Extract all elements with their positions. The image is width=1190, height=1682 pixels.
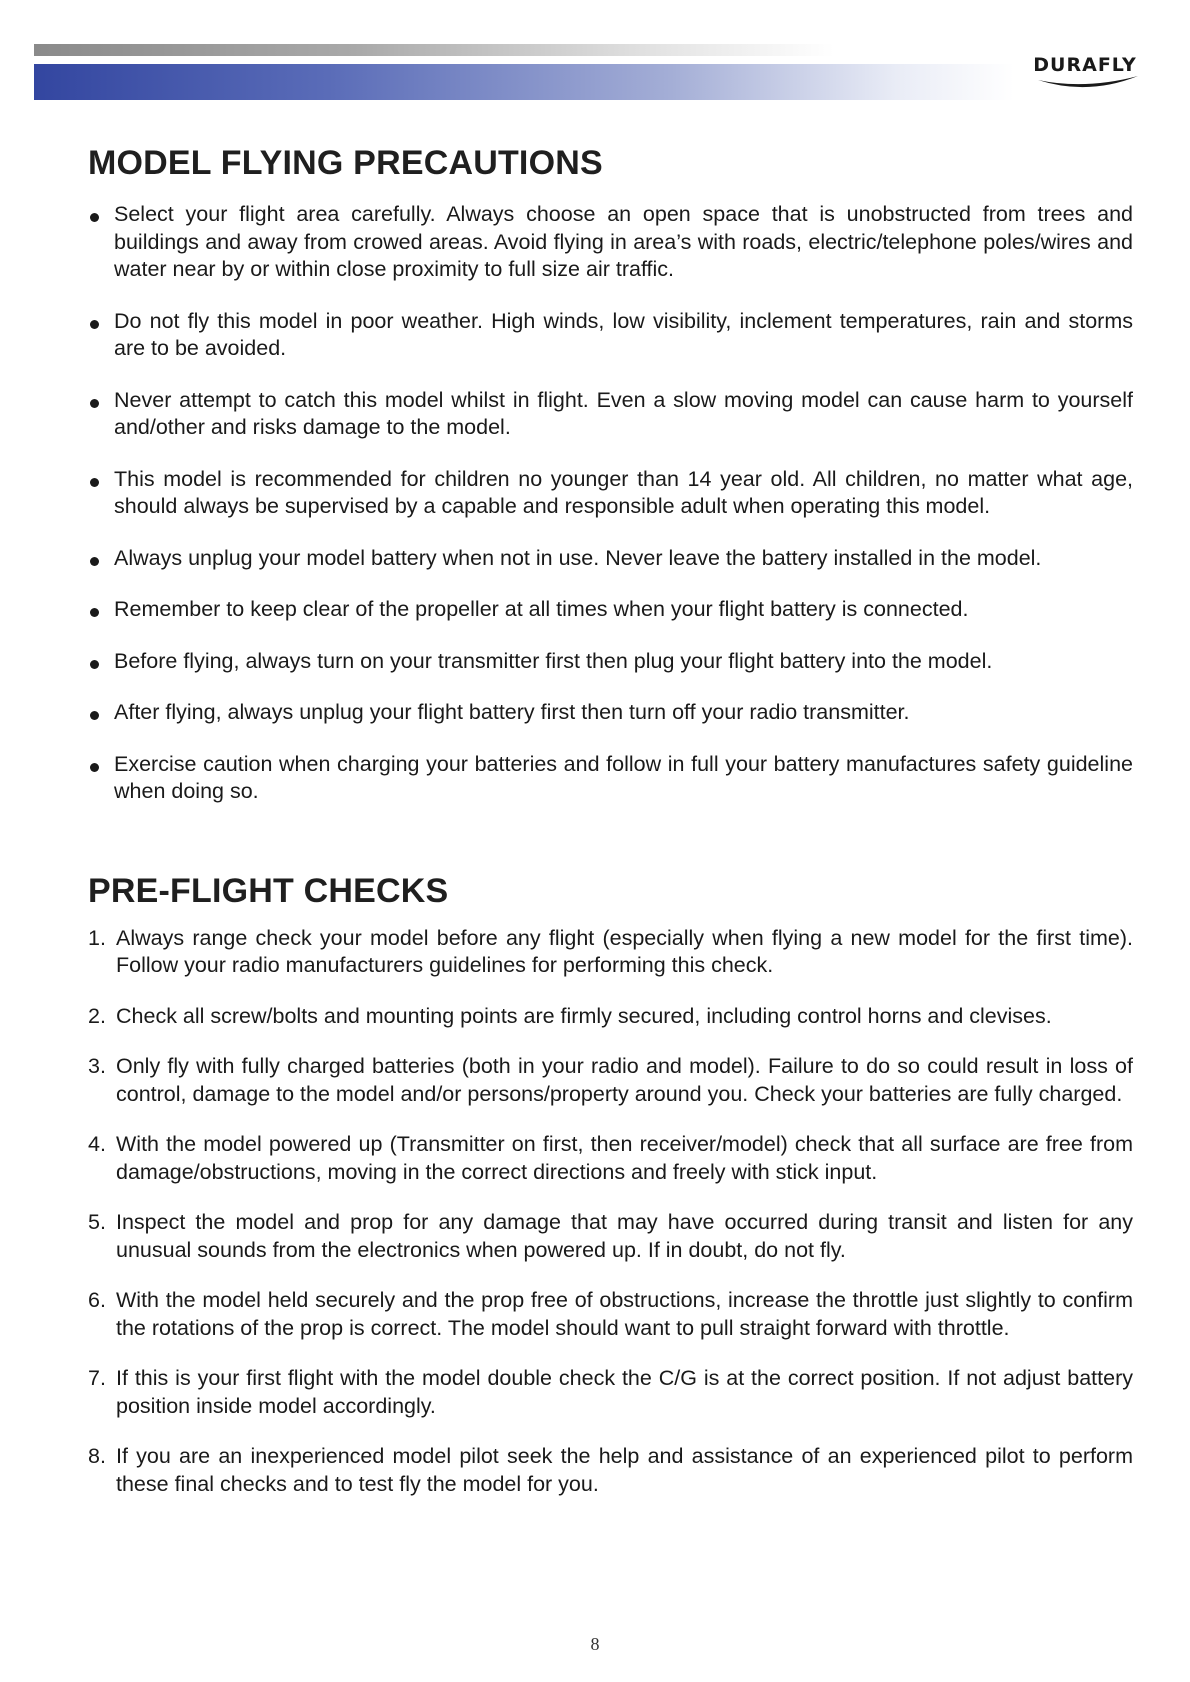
list-item-text: If you are an inexperienced model pilot seek the help and assistance of an experienced pilot to perform these final checks and to test fly the model for you. <box>116 1444 1133 1496</box>
bullet-icon <box>90 763 99 772</box>
logo-swoosh-icon <box>1010 50 1160 96</box>
list-item <box>88 1131 1133 1186</box>
list-item <box>88 1053 1133 1108</box>
list-item <box>88 596 1133 624</box>
list-item <box>88 925 1133 980</box>
list-item-text: This model is recommended for children no younger than 14 year old. All children, no matter what age, should always be supervised by a capable and responsible adult when operating this model. <box>114 466 1133 518</box>
list-item-text: With the model held securely and the prop free of obstructions, increase the throttle just slightly to confirm the rotations of the prop is correct. The model should want to pull straight forward with throttle. <box>116 1288 1133 1340</box>
list-item-text: Never attempt to catch this model whilst in flight. Even a slow moving model can cause harm to yourself and/other and risks damage to the model. <box>114 387 1133 439</box>
list-item-text: Only fly with fully charged batteries (both in your radio and model). Failure to do so could result in loss of control, damage to the model and/or persons/property around you. Check your batteries are fully charged. <box>116 1054 1133 1106</box>
list-item <box>88 308 1133 363</box>
item-number: 3. <box>88 1054 106 1078</box>
bullet-icon <box>90 478 99 487</box>
page-content <box>88 144 1133 1521</box>
list-item-text: Always unplug your model battery when not in use. Never leave the battery installed in the model. <box>114 545 1042 570</box>
durafly-logo <box>1010 50 1160 96</box>
header-decor-bar-top <box>34 44 834 56</box>
precautions-title: MODEL FLYING PRECAUTIONS <box>88 144 603 182</box>
list-item <box>88 466 1133 521</box>
bullet-icon <box>90 660 99 669</box>
item-number: 6. <box>88 1288 106 1312</box>
bullet-icon <box>90 608 99 617</box>
list-item <box>88 751 1133 806</box>
page-number: 8 <box>590 1634 600 1654</box>
preflight-checks-list <box>88 925 1133 1499</box>
bullet-icon <box>90 557 99 566</box>
list-item-text: Exercise caution when charging your batteries and follow in full your battery manufactures safety guideline when doing so. <box>114 751 1133 803</box>
list-item <box>88 1443 1133 1498</box>
item-number: 2. <box>88 1003 106 1028</box>
list-item-text: If this is your first flight with the model double check the C/G is at the correct position. If not adjust battery position inside model accordingly. <box>116 1366 1133 1418</box>
list-item-text: Do not fly this model in poor weather. High winds, low visibility, inclement temperatures, rain and storms are to be avoided. <box>114 308 1133 360</box>
list-item-text: Check all screw/bolts and mounting points are firmly secured, including control horns and clevises. <box>116 1003 1052 1028</box>
precautions-list <box>88 201 1133 806</box>
bullet-icon <box>90 711 99 720</box>
list-item-text: With the model powered up (Transmitter on first, then receiver/model) check that all surface are free from damage/obstructions, moving in the correct directions and freely with stick input. <box>116 1132 1133 1184</box>
list-item-text: After flying, always unplug your flight battery first then turn off your radio transmitter. <box>114 700 910 724</box>
list-item <box>88 545 1133 573</box>
item-number: 8. <box>88 1444 106 1468</box>
list-item-text: Inspect the model and prop for any damage that may have occurred during transit and listen for any unusual sounds from the electronics when powered up. If in doubt, do not fly. <box>116 1210 1133 1262</box>
list-item-text: Select your flight area carefully. Always choose an open space that is unobstructed from trees and buildings and away from crowed areas. Avoid flying in area’s with roads, electric/telephone poles/wires and water near by or within close proximity to full size air traffic. <box>114 202 1133 281</box>
list-item-text: Always range check your model before any flight (especially when flying a new model for the first time). Follow your radio manufacturers guidelines for performing this check. <box>116 925 1133 977</box>
list-item <box>88 387 1133 442</box>
preflight-checks-section <box>88 872 1133 1499</box>
logo-text: DURAFLY <box>1033 54 1137 76</box>
list-item-text: Remember to keep clear of the propeller at all times when your flight battery is connected. <box>114 597 969 621</box>
list-item <box>88 1287 1133 1342</box>
item-number: 7. <box>88 1366 106 1390</box>
preflight-checks-title: PRE-FLIGHT CHECKS <box>88 871 449 910</box>
list-item <box>88 201 1133 284</box>
list-item <box>88 1209 1133 1264</box>
bullet-icon <box>90 320 99 329</box>
precautions-section <box>88 144 1133 806</box>
item-number: 4. <box>88 1132 106 1156</box>
item-number: 1. <box>88 925 106 950</box>
bullet-icon <box>90 213 99 222</box>
header-decor-bar-main <box>34 64 1014 100</box>
list-item <box>88 1003 1133 1031</box>
item-number: 5. <box>88 1210 106 1234</box>
list-item <box>88 699 1133 727</box>
list-item <box>88 1365 1133 1420</box>
list-item <box>88 648 1133 676</box>
list-item-text: Before flying, always turn on your transmitter first then plug your flight battery into the model. <box>114 648 993 673</box>
bullet-icon <box>90 399 99 408</box>
